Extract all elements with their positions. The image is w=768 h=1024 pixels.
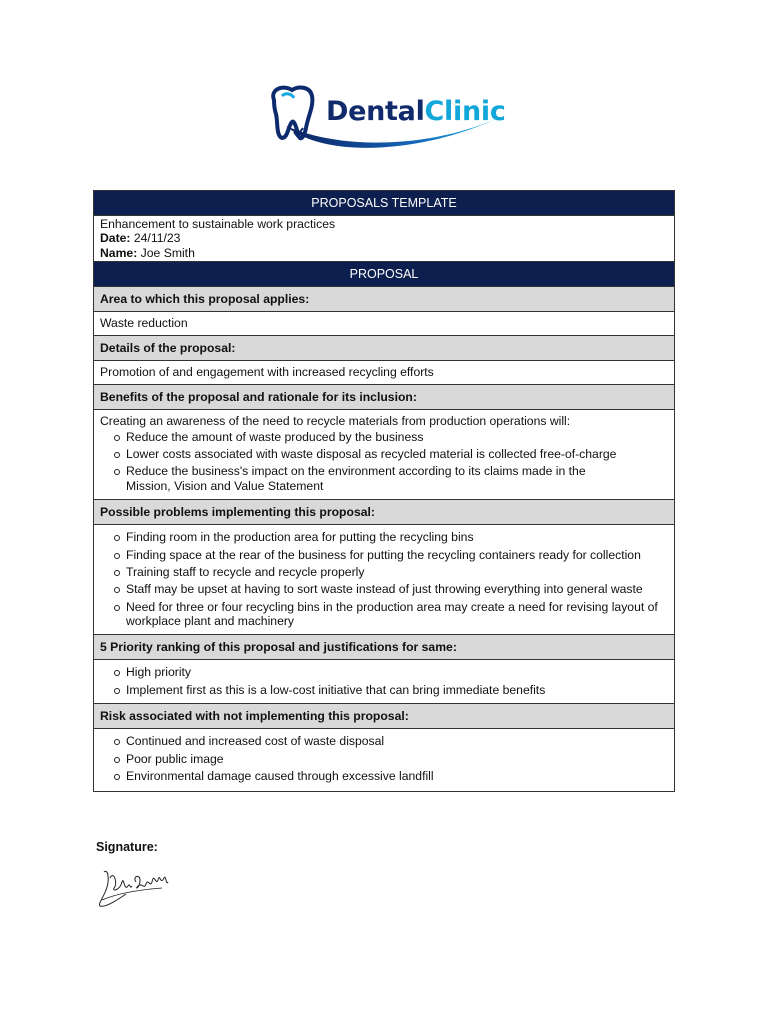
document-title: PROPOSALS TEMPLATE: [94, 191, 675, 216]
name-value: Joe Smith: [140, 245, 195, 260]
list-item: Poor public image: [126, 751, 668, 768]
priority-list: [100, 664, 668, 699]
section-value-row: [94, 410, 675, 500]
risk-heading: Risk associated with not implementing this proposal:: [94, 704, 675, 729]
problems-list: [100, 529, 668, 630]
signature-label: Signature:: [96, 840, 158, 854]
logo-wordmark: [326, 96, 506, 127]
meta-row: [94, 216, 675, 262]
list-item: Environmental damage caused through excessive landfill: [126, 768, 668, 785]
benefits-intro: Creating an awareness of the need to recycle materials from production operations will:: [100, 414, 571, 429]
list-item: Continued and increased cost of waste disposal: [126, 733, 668, 750]
name-line: [100, 246, 668, 260]
priority-heading: 5 Priority ranking of this proposal and justifications for same:: [94, 635, 675, 660]
list-item: High priority: [126, 664, 668, 681]
name-label: Name:: [100, 245, 138, 260]
proposal-table: [93, 190, 675, 792]
list-item: Reduce the amount of waste produced by the business: [126, 429, 668, 446]
list-item: Need for three or four recycling bins in the production area may create a need for revising layout of workplace plant and machinery: [126, 599, 668, 631]
date-value: 24/11/23: [133, 231, 181, 246]
dental-clinic-logo: [266, 82, 506, 158]
logo-word-clinic: Clinic: [424, 96, 506, 127]
date-label: Date:: [100, 231, 131, 246]
signature-block: [96, 840, 158, 854]
section-heading-row: [94, 336, 675, 361]
proposal-subject: Enhancement to sustainable work practices: [100, 217, 336, 231]
section-heading-row: [94, 500, 675, 525]
list-item: Lower costs associated with waste disposal as recycled material is collected free-of-charge: [126, 446, 668, 463]
section-value-row: [94, 729, 675, 792]
section-value-row: [94, 660, 675, 704]
area-heading: Area to which this proposal applies:: [94, 287, 675, 312]
title-row: [94, 191, 675, 216]
proposal-header-row: [94, 262, 675, 287]
list-item: Reduce the business's impact on the environment according to its claims made in the Mission, Vision and Value Statement: [126, 463, 586, 495]
risk-list: [100, 733, 668, 785]
area-value: Waste reduction: [94, 312, 675, 336]
details-value: Promotion of and engagement with increased recycling efforts: [94, 361, 675, 385]
problems-heading: Possible problems implementing this proposal:: [94, 500, 675, 525]
section-heading-row: [94, 385, 675, 410]
section-heading-row: [94, 635, 675, 660]
handwritten-signature: [96, 864, 176, 914]
list-item: Implement first as this is a low-cost initiative that can bring immediate benefits: [126, 682, 668, 699]
list-item: Staff may be upset at having to sort waste instead of just throwing everything into general waste: [126, 581, 668, 598]
proposal-header: PROPOSAL: [94, 262, 675, 287]
list-item: Training staff to recycle and recycle properly: [126, 564, 668, 581]
list-item: Finding room in the production area for putting the recycling bins: [126, 529, 668, 546]
section-value-row: [94, 312, 675, 336]
benefits-list: [100, 429, 668, 496]
list-item: Finding space at the rear of the business for putting the recycling containers ready for collection: [126, 547, 668, 564]
details-heading: Details of the proposal:: [94, 336, 675, 361]
benefits-heading: Benefits of the proposal and rationale for its inclusion:: [94, 385, 675, 410]
section-heading-row: [94, 704, 675, 729]
section-value-row: [94, 525, 675, 635]
section-value-row: [94, 361, 675, 385]
logo-word-dental: Dental: [326, 96, 425, 127]
section-heading-row: [94, 287, 675, 312]
date-line: [100, 231, 668, 245]
